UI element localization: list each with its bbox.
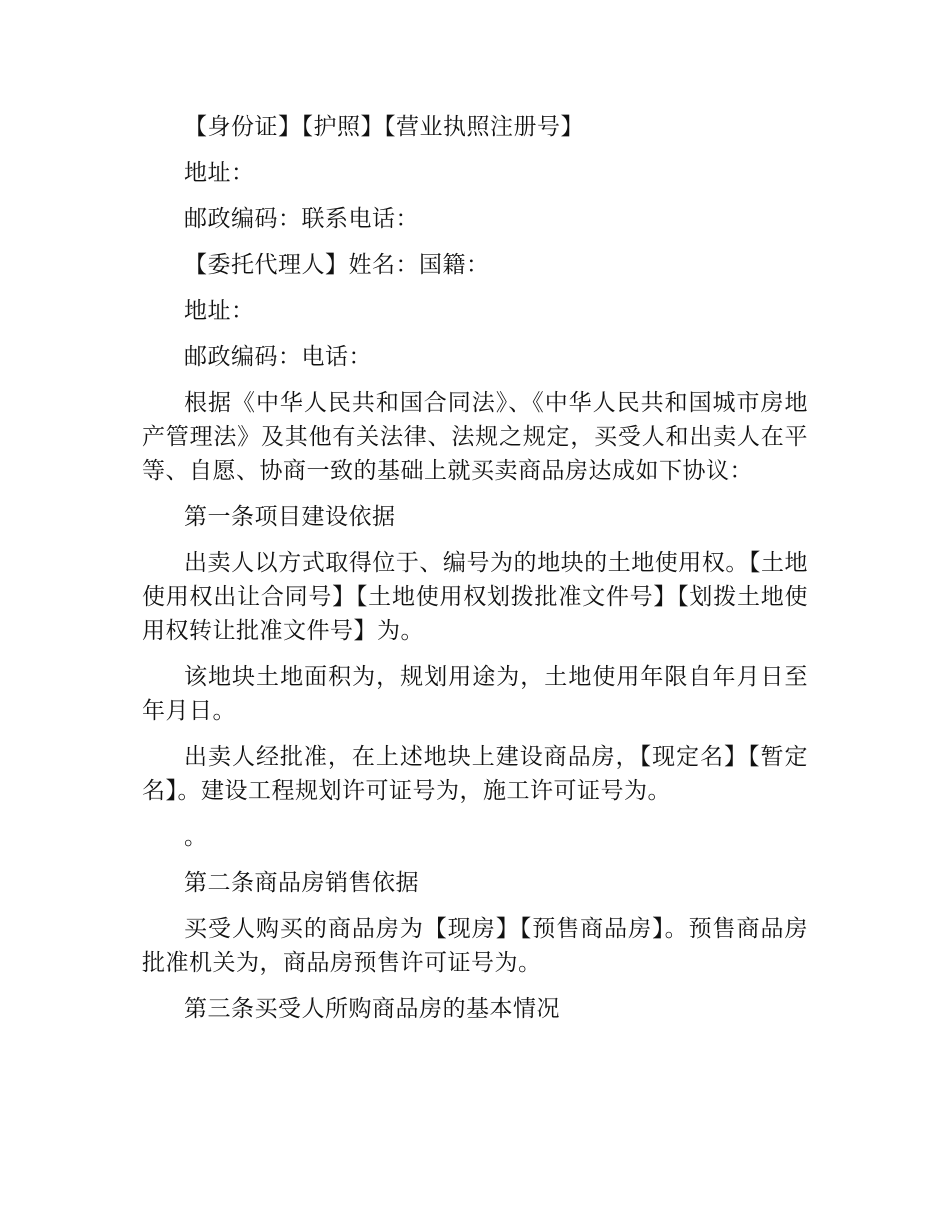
land-area-paragraph: 该地块土地面积为，规划用途为，土地使用年限自年月日至年月日。 [142,664,808,724]
agent-address-line: 地址： [184,298,255,324]
preamble-paragraph: 根据《中华人民共和国合同法》、《中华人民共和国城市房地产管理法》及其他有关法律、法规之规定，买受人和出卖人在平等、自愿、协商一致的基础上就买卖商品房达成如下协议： [142,390,808,484]
presale-paragraph: 买受人购买的商品房为【现房】【预售商品房】。预售商品房批准机关为，商品房预售许可证号为。 [142,916,808,976]
construction-approval-paragraph: 出卖人经批准，在上述地块上建设商品房，【现定名】【暂定名】。建设工程规划许可证号为，施工许可证号为。 [142,744,808,804]
address-line: 地址： [184,160,255,186]
article-3-heading: 第三条买受人所购商品房的基本情况 [184,996,560,1022]
id-types-line: 【身份证】【护照】【营业执照注册号】 [184,114,584,140]
agent-name-nationality-line: 【委托代理人】姓名：国籍： [184,252,490,278]
article-2-heading: 第二条商品房销售依据 [184,870,419,896]
document-body [142,110,808,1038]
period-line: 。 [184,824,208,850]
postal-phone-line: 邮政编码：联系电话： [184,206,419,232]
agent-postal-phone-line: 邮政编码：电话： [184,344,372,370]
land-use-right-paragraph: 出卖人以方式取得位于、编号为的地块的土地使用权。【土地使用权出让合同号】【土地使用权划拨批准文件号】【划拨土地使用权转让批准文件号】为。 [142,550,808,644]
article-1-heading: 第一条项目建设依据 [184,504,396,530]
